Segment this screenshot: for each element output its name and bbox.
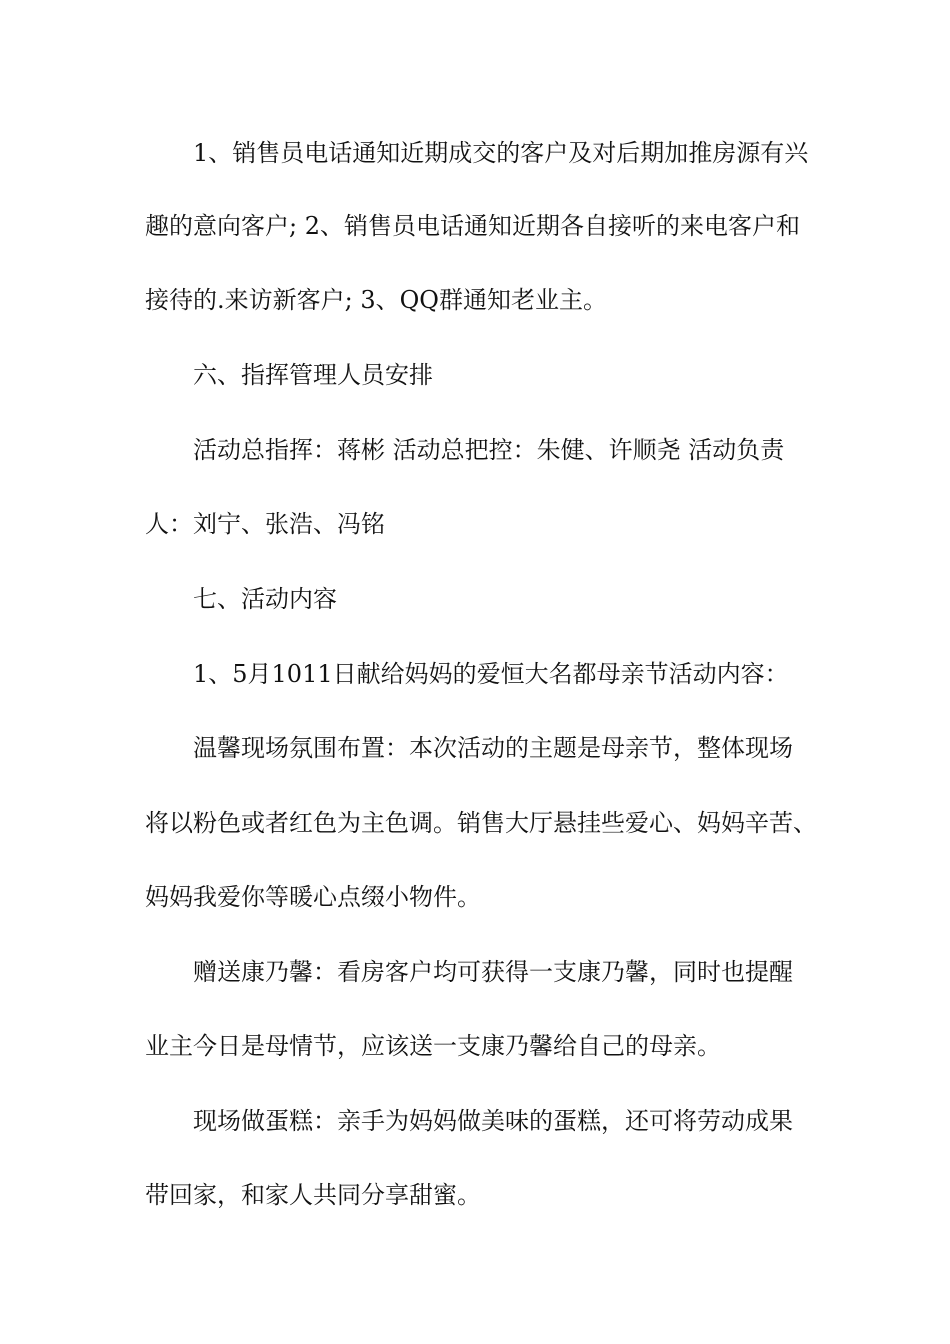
- paragraph-line: 赠送康乃馨：看房客户均可获得一支康乃馨，同时也提醒: [193, 958, 793, 986]
- paragraph-line: 现场做蛋糕：亲手为妈妈做美味的蛋糕，还可将劳动成果: [193, 1107, 793, 1135]
- section-heading: 六、指挥管理人员安排: [193, 361, 433, 389]
- paragraph-line: 业主今日是母情节，应该送一支康乃馨给自己的母亲。: [145, 1032, 721, 1060]
- paragraph-line: 趣的意向客户; 2、销售员电话通知近期各自接听的来电客户和: [145, 212, 800, 240]
- paragraph-line: 接待的.来访新客户; 3、QQ群通知老业主。: [145, 286, 607, 314]
- paragraph-line: 带回家，和家人共同分享甜蜜。: [145, 1181, 481, 1209]
- paragraph-line: 温馨现场氛围布置：本次活动的主题是母亲节，整体现场: [193, 734, 793, 762]
- paragraph-line: 活动总指挥：蒋彬 活动总把控：朱健、许顺尧 活动负责: [193, 436, 785, 464]
- paragraph-line: 将以粉色或者红色为主色调。销售大厅悬挂些爱心、妈妈辛苦、: [145, 809, 817, 837]
- section-heading: 七、活动内容: [193, 585, 337, 613]
- paragraph-line: 人：刘宁、张浩、冯铭: [145, 510, 385, 538]
- paragraph-line: 妈妈我爱你等暖心点缀小物件。: [145, 883, 481, 911]
- paragraph-line: 1、销售员电话通知近期成交的客户及对后期加推房源有兴: [193, 139, 809, 167]
- paragraph-line: 1、5月1011日献给妈妈的爱恒大名都母亲节活动内容：: [193, 660, 789, 688]
